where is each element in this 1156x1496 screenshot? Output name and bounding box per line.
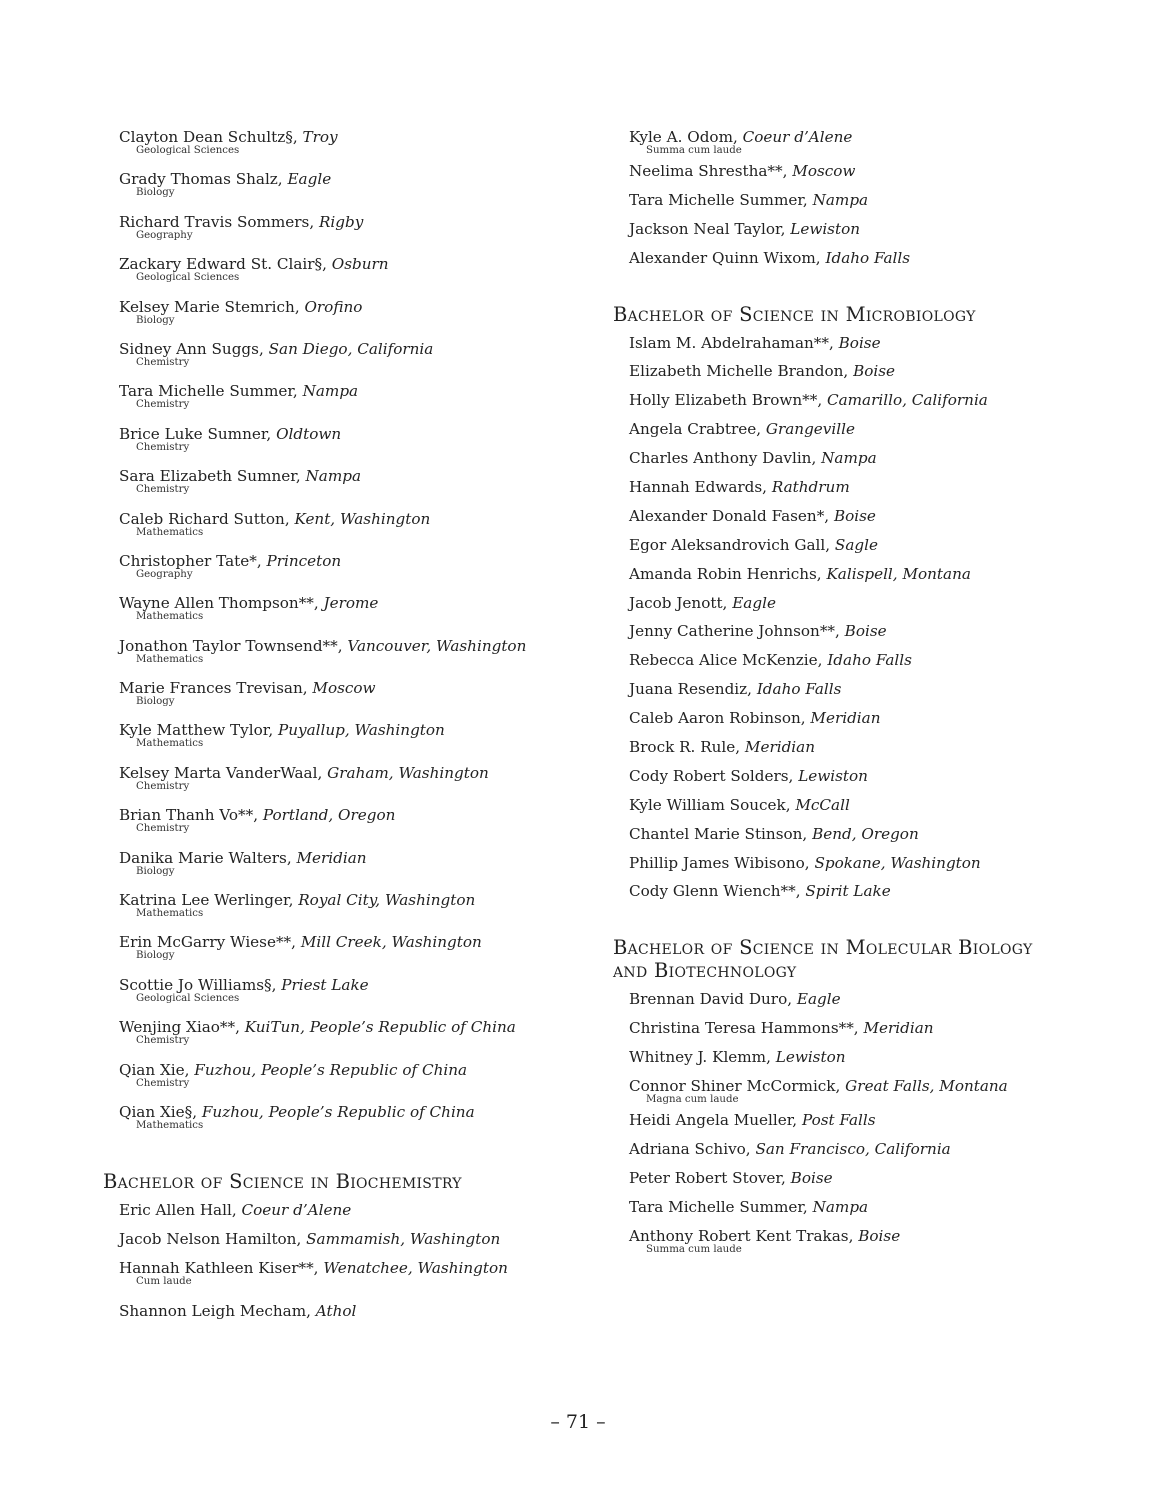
list-item [103,254,573,284]
hometown: Graham, Washington [327,763,489,782]
hometown: Troy [302,128,338,146]
molecular-biology-entry-list [613,989,1113,1255]
hometown: Coeur d’Alene [742,128,853,146]
list-item [103,890,573,920]
graduate-name: Caleb Aaron Robinson, [629,709,811,728]
list-item [103,339,573,369]
hometown: Boise [790,1168,833,1187]
list-item [103,424,573,454]
hometown: Boise [838,333,881,352]
graduate-line [629,390,1113,411]
list-item [613,766,1113,787]
hometown: Mill Creek, Washington [300,933,482,952]
list-item [613,190,1113,211]
graduate-name: Kelsey Marta VanderWaal, [119,763,328,782]
graduate-name: Holly Elizabeth Brown**, [629,391,827,410]
list-item [103,1229,573,1250]
hometown: Nampa [302,382,359,401]
degree-note: Chemistry [136,1035,190,1047]
graduate-name: Shannon Leigh Mecham, [119,1301,316,1320]
hometown: Nampa [812,1197,869,1216]
graduate-name: Sidney Ann Suggs, [119,339,269,358]
hometown: Fuzhou, People’s Republic of China [201,1102,475,1121]
graduate-name: Tara Michelle Summer, [119,382,303,401]
graduate-name: Islam M. Abdelrahaman**, [629,333,839,352]
degree-note: Mathematics [136,1119,204,1131]
heading-line-1: Bachelor of Science in Molecular Biology [613,936,1033,960]
list-item [613,1076,1113,1106]
degree-note: Summa cum laude [646,145,742,156]
hometown: Meridian [744,738,815,757]
hometown: Portland, Oregon [262,806,396,825]
list-item [613,824,1113,845]
list-item [103,805,573,835]
graduate-name: Elizabeth Michelle Brandon, [629,362,854,381]
hometown: Nampa [821,449,877,468]
hometown: Kalispell, Montana [826,564,971,583]
degree-note: Mathematics [136,611,204,623]
list-item [103,593,573,623]
hometown: Kent, Washington [294,509,431,528]
hometown: Orofino [304,297,363,316]
list-item [613,650,1113,671]
graduate-name: Juana Resendiz, [629,680,757,699]
graduate-name: Peter Robert Stover, [629,1168,791,1187]
graduate-name: Amanda Robin Henrichs, [629,564,827,583]
hometown: Lewiston [775,1048,846,1067]
hometown: Idaho Falls [756,680,842,699]
graduate-name: Brennan David Duro, [629,990,797,1009]
hometown: Idaho Falls [825,248,911,267]
list-item [103,1102,573,1132]
graduate-name: Cody Robert Solders, [629,766,799,785]
graduate-name: Anthony Robert Kent Trakas, [629,1226,859,1245]
graduate-name: Wenjing Xiao**, [119,1018,245,1037]
list-item [103,636,573,666]
list-item [613,737,1113,758]
hometown: Moscow [312,679,376,698]
page-number: – 71 – [550,1411,606,1433]
list-item [103,509,573,539]
graduate-name: Kelsey Marie Stemrich, [119,297,305,316]
list-item [613,1110,1113,1131]
list-item [613,1018,1113,1039]
hometown: Meridian [810,709,881,728]
list-item [613,535,1113,556]
list-item [613,361,1113,382]
list-item [103,1017,573,1047]
graduate-line [629,361,1113,382]
graduate-name: Eric Allen Hall, [119,1201,242,1220]
list-item [103,975,573,1005]
hometown: Spirit Lake [805,882,891,901]
degree-note: Biology [136,187,175,199]
hometown: Coeur d’Alene [241,1201,352,1220]
section-heading-molecular-biology [613,936,1113,982]
graduate-line [629,248,1113,269]
graduate-line [629,219,1113,240]
graduate-name: Alexander Donald Fasen*, [629,506,834,525]
graduate-line [629,853,1113,874]
graduate-line [629,679,1113,700]
graduate-line [629,766,1113,787]
degree-note: Magna cum laude [646,1094,739,1106]
degree-note: Biology [136,696,175,708]
list-item [613,1139,1113,1160]
degree-note: Summa cum laude [646,1243,742,1255]
hometown: Idaho Falls [827,651,912,670]
graduate-line [629,824,1113,845]
list-item [613,795,1113,816]
hometown: Royal City, Washington [298,891,476,910]
hometown: KuiTun, People’s Republic of China [244,1018,516,1037]
hometown: Grangeville [765,420,855,439]
graduate-line [629,737,1113,758]
graduate-line [629,1168,1113,1189]
degree-note: Mathematics [136,653,204,665]
list-item [613,679,1113,700]
list-item [613,419,1113,440]
graduate-name: Qian Xie§, [119,1102,202,1121]
section-gap [613,910,1113,936]
degree-note: Geological Sciences [136,145,240,156]
hometown: Priest Lake [281,975,369,994]
graduate-line [629,708,1113,729]
graduate-line [629,1047,1113,1068]
hometown: Vancouver, Washington [347,636,527,655]
graduate-line [629,564,1113,585]
graduate-line [119,1229,573,1250]
degree-note: Chemistry [136,399,190,411]
graduate-name: Hannah Kathleen Kiser**, [119,1259,324,1278]
graduate-name: Chantel Marie Stinson, [629,824,813,843]
hometown: Princeton [266,551,342,570]
graduate-line [119,1301,573,1322]
hometown: Athol [315,1301,357,1320]
list-item [613,621,1113,642]
hometown: San Diego, California [268,339,434,358]
graduate-name: Wayne Allen Thompson**, [119,594,324,613]
hometown: Sagle [834,535,878,554]
graduate-name: Charles Anthony Davlin, [629,449,822,468]
graduate-name: Tara Michelle Summer, [629,190,813,209]
hometown: Eagle [796,990,841,1009]
list-item [103,381,573,411]
heading-line-2: and Biotechnology [613,959,797,983]
graduate-line [629,190,1113,211]
list-item [103,551,573,581]
graduate-line [629,1139,1113,1160]
graduate-name: Jackson Neal Taylor, [629,219,791,238]
graduate-name: Jenny Catherine Johnson**, [629,622,845,641]
hometown: Boise [858,1226,901,1245]
hometown: Wenatchee, Washington [323,1259,508,1278]
degree-note: Biology [136,314,175,326]
hometown: Sammamish, Washington [306,1230,501,1249]
list-item [613,708,1113,729]
list-item [613,477,1113,498]
graduate-line [629,989,1113,1010]
graduate-name: Tara Michelle Summer, [629,1197,813,1216]
degree-note: Chemistry [136,356,190,368]
graduate-line [629,881,1113,902]
graduate-name: Qian Xie, [119,1060,195,1079]
graduate-name: Brice Luke Sumner, [119,424,277,443]
hometown: Great Falls, Montana [845,1077,1008,1096]
graduate-line [629,593,1113,614]
degree-note: Chemistry [136,780,190,792]
hometown: Bend, Oregon [812,824,919,843]
hometown: San Francisco, California [755,1139,951,1158]
list-item [613,506,1113,527]
section-heading-microbiology: Bachelor of Science in Microbiology [613,302,976,326]
hometown: McCall [795,795,850,814]
list-item [613,448,1113,469]
hometown: Rathdrum [771,478,850,497]
graduate-line [629,448,1113,469]
graduate-name: Caleb Richard Sutton, [119,509,295,528]
hometown: Nampa [305,467,362,486]
graduate-name: Adriana Schivo, [629,1139,756,1158]
list-item [613,881,1113,902]
degree-note: Geological Sciences [136,992,240,1004]
graduate-line [629,1197,1113,1218]
graduate-line [629,477,1113,498]
section-heading-biochemistry: Bachelor of Science in Biochemistry [103,1170,462,1194]
list-item [103,1200,573,1221]
graduate-name: Jacob Nelson Hamilton, [119,1230,307,1249]
graduate-name: Jacob Jenott, [629,593,733,612]
graduate-line [629,1110,1113,1131]
list-item [613,333,1113,354]
list-item [613,853,1113,874]
hometown: Eagle [732,593,776,612]
list-item [103,763,573,793]
section-gap [103,1144,573,1170]
hometown: Osburn [331,255,389,274]
hometown: Meridian [863,1019,934,1038]
graduate-name: Connor Shiner McCormick, [629,1077,846,1096]
degree-note: Mathematics [136,908,204,920]
graduate-name: Kyle Matthew Tylor, [119,721,278,740]
list-item [103,1258,573,1288]
graduate-name: Jonathon Taylor Townsend**, [119,636,348,655]
list-item [103,127,573,157]
graduate-name: Sara Elizabeth Sumner, [119,467,306,486]
graduate-line [629,506,1113,527]
degree-note: Chemistry [136,1077,190,1089]
hometown: Lewiston [798,766,868,785]
list-item [613,564,1113,585]
list-item [613,593,1113,614]
graduate-name: Katrina Lee Werlinger, [119,891,299,910]
list-item [613,127,1113,157]
degree-note: Cum laude [136,1276,192,1288]
graduate-name: Brock R. Rule, [629,738,745,757]
graduate-name: Clayton Dean Schultz§, [119,128,303,146]
degree-note: Chemistry [136,484,190,496]
graduate-name: Hannah Edwards, [629,478,772,497]
degree-note: Mathematics [136,738,204,750]
hometown: Puyallup, Washington [278,721,445,740]
list-item [103,932,573,962]
list-item [103,297,573,327]
graduate-name: Scottie Jo Williams§, [119,975,282,994]
list-item [613,1226,1113,1256]
graduate-name: Alexander Quinn Wixom, [629,248,826,267]
list-item [613,161,1113,182]
list-item [613,1197,1113,1218]
graduate-name: Rebecca Alice McKenzie, [629,651,828,670]
graduate-line [629,1018,1113,1039]
graduate-name: Grady Thomas Shalz, [119,170,288,189]
graduate-line [629,650,1113,671]
graduate-name: Christopher Tate*, [119,551,267,570]
right-top-entry-list [613,127,1113,269]
hometown: Boise [833,506,876,525]
left-column [103,127,573,1330]
hometown: Fuzhou, People’s Republic of China [194,1060,468,1079]
graduate-line [629,161,1113,182]
list-item [613,219,1113,240]
hometown: Spokane, Washington [814,853,981,872]
graduate-name: Christina Teresa Hammons**, [629,1019,864,1038]
list-item [613,390,1113,411]
degree-note: Chemistry [136,441,190,453]
graduate-name: Marie Frances Trevisan, [119,679,313,698]
hometown: Rigby [319,212,364,231]
graduate-line [629,535,1113,556]
section-gap [613,277,1113,303]
graduate-name: Brian Thanh Vo**, [119,806,263,825]
hometown: Camarillo, California [826,391,988,410]
list-item [103,466,573,496]
graduate-name: Zackary Edward St. Clair§, [119,255,332,274]
list-item [103,212,573,242]
microbiology-entry-list [613,333,1113,903]
graduate-name: Cody Glenn Wiench**, [629,882,806,901]
graduate-name: Phillip James Wibisono, [629,853,815,872]
graduate-name: Richard Travis Sommers, [119,212,319,231]
list-item [613,1168,1113,1189]
degree-note: Biology [136,865,175,877]
graduate-line [629,795,1113,816]
list-item [103,678,573,708]
hometown: Post Falls [801,1111,876,1130]
list-item [613,989,1113,1010]
list-item [613,1047,1113,1068]
hometown: Boise [853,362,896,381]
list-item [103,720,573,750]
graduate-line [629,419,1113,440]
graduate-name: Erin McGarry Wiese**, [119,933,301,952]
hometown: Boise [844,622,887,641]
graduate-name: Kyle A. Odom, [629,128,743,146]
graduate-name: Danika Marie Walters, [119,848,297,867]
biochemistry-entry-list [103,1200,573,1321]
graduate-line [629,333,1113,354]
list-item [103,848,573,878]
list-item [103,1060,573,1090]
graduate-line [119,1200,573,1221]
graduate-line [629,621,1113,642]
degree-note: Biology [136,950,175,962]
left-entry-list [103,127,573,1132]
hometown: Eagle [287,170,332,189]
hometown: Meridian [296,848,367,867]
degree-note: Mathematics [136,526,204,538]
graduate-name: Whitney J. Klemm, [629,1048,776,1067]
hometown: Oldtown [276,424,342,443]
list-item [103,169,573,199]
hometown: Moscow [792,162,856,180]
graduate-name: Kyle William Soucek, [629,795,796,814]
degree-note: Chemistry [136,823,190,835]
hometown: Nampa [812,190,869,209]
graduate-name: Heidi Angela Mueller, [629,1111,802,1130]
degree-note: Geography [136,229,193,241]
degree-note: Geography [136,568,193,580]
graduate-name: Neelima Shrestha**, [629,162,793,180]
hometown: Jerome [323,594,379,613]
hometown: Lewiston [790,219,861,238]
graduate-name: Egor Aleksandrovich Gall, [629,535,835,554]
right-column [613,127,1113,1260]
list-item [613,248,1113,269]
degree-note: Geological Sciences [136,272,240,284]
graduate-name: Angela Crabtree, [629,420,766,439]
list-item [103,1301,573,1322]
